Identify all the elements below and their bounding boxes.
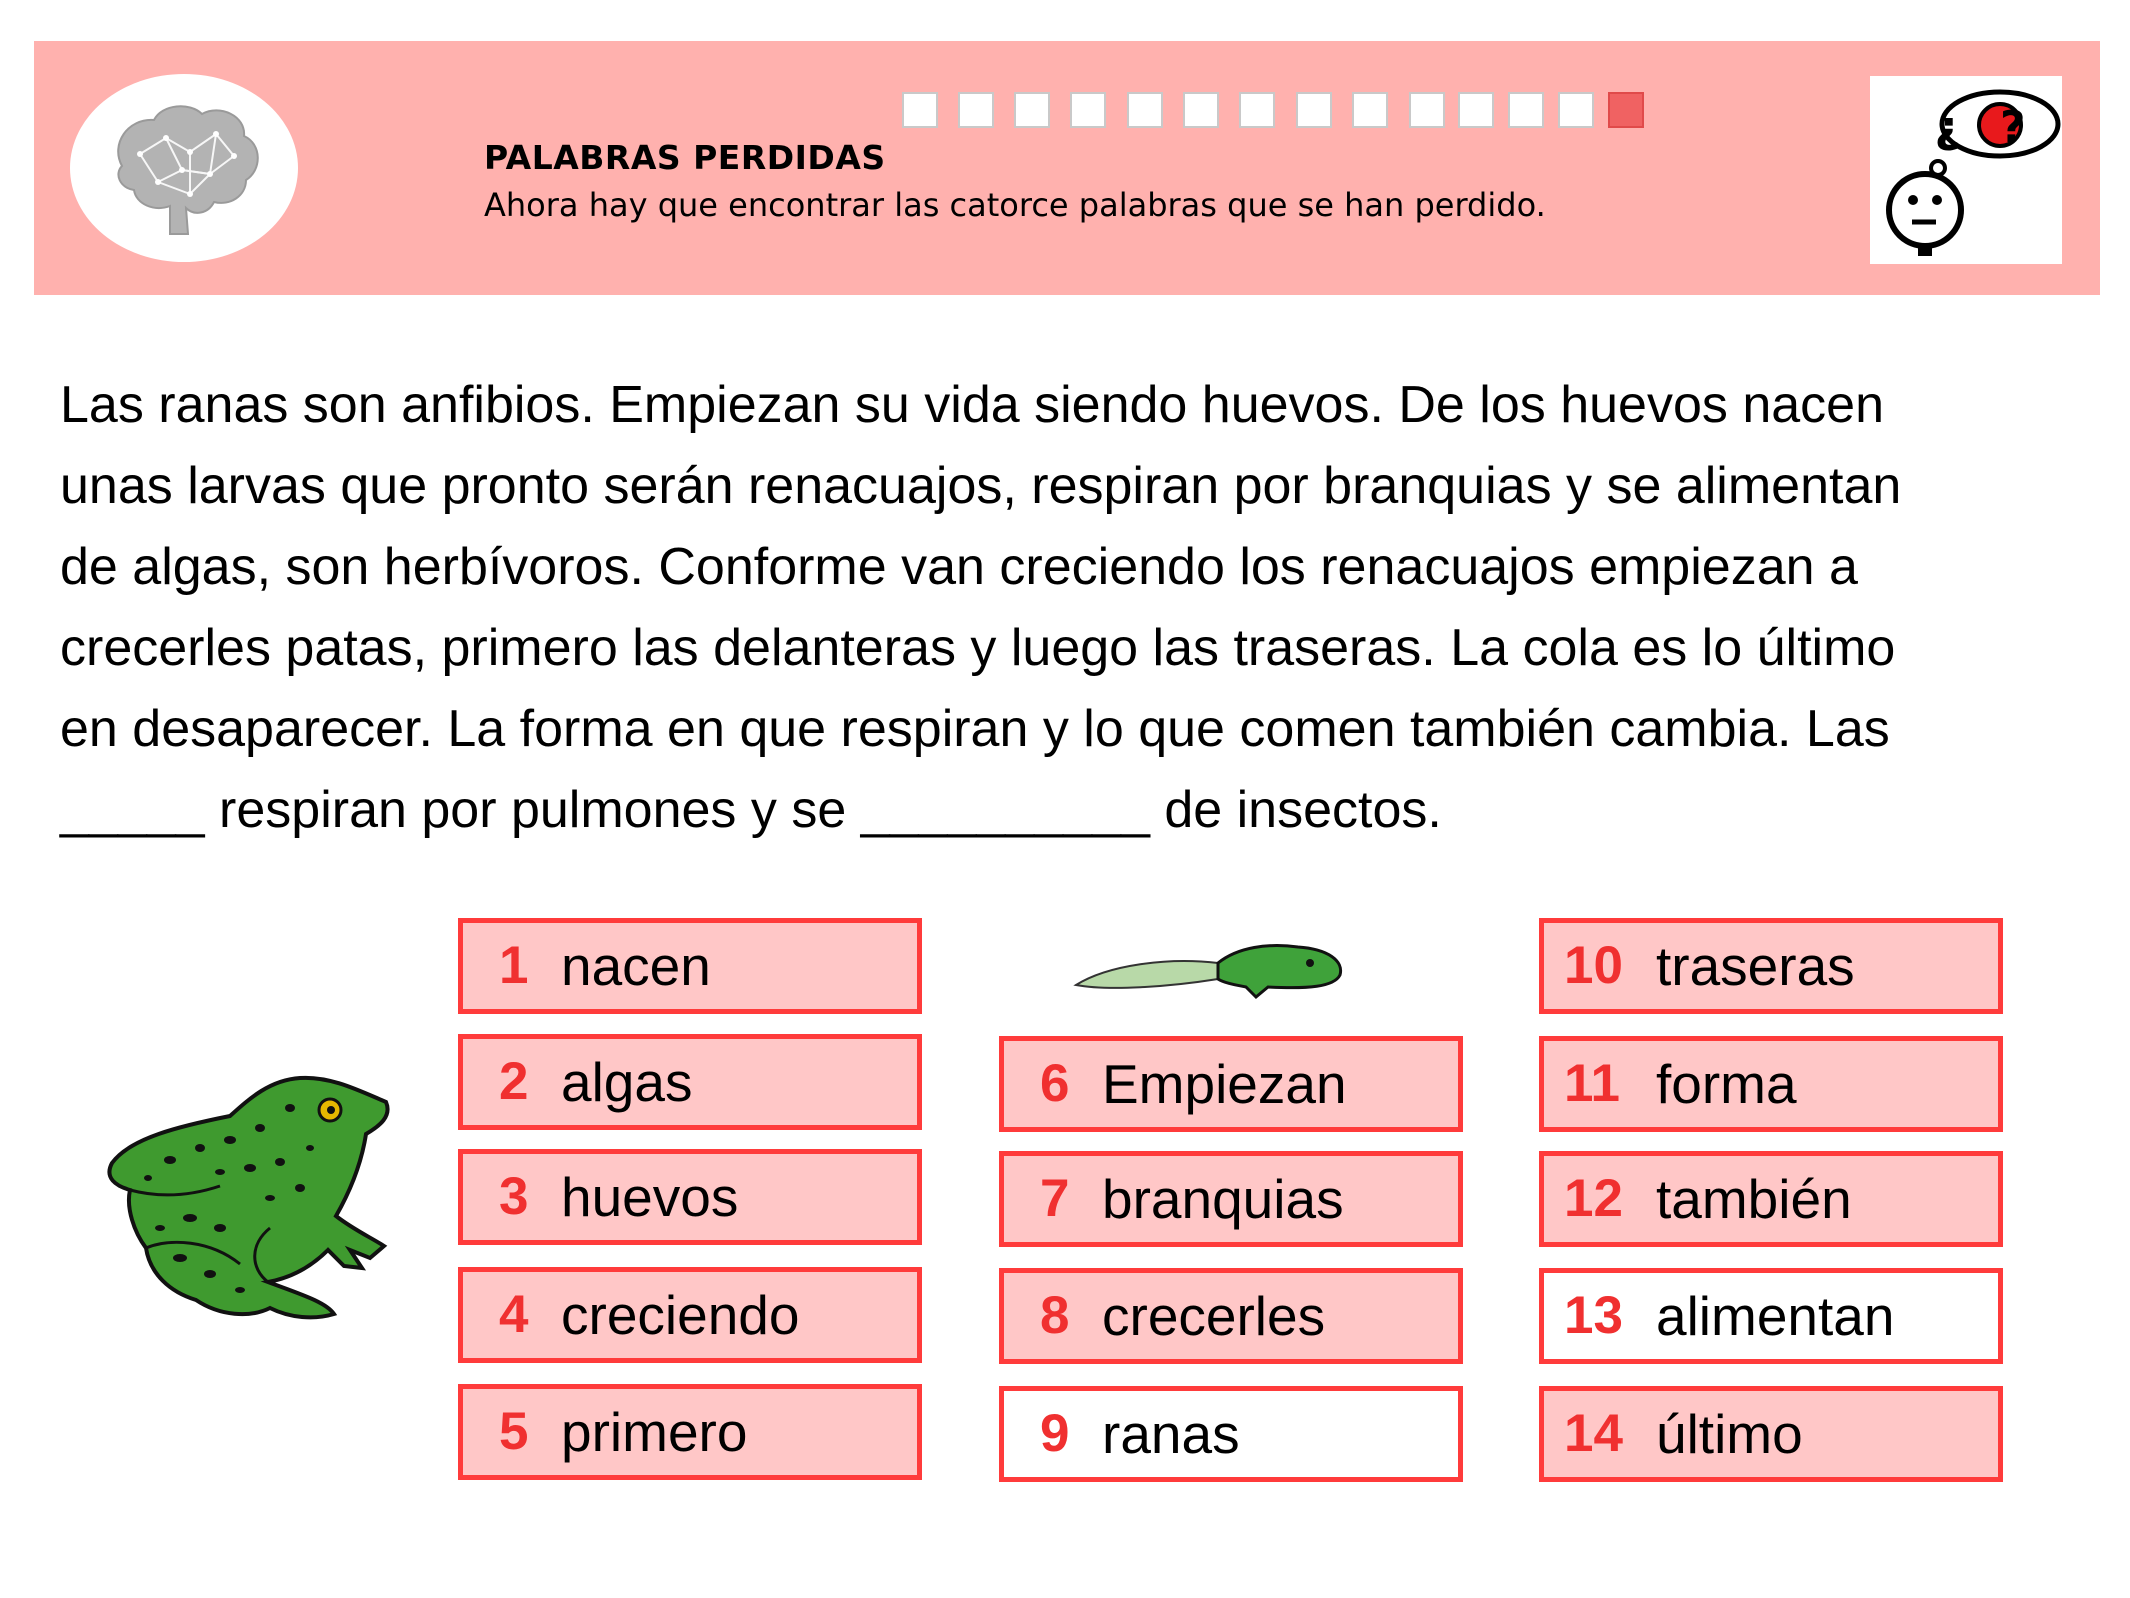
word-label: primero xyxy=(561,1401,748,1463)
progress-step xyxy=(1409,92,1445,128)
word-card[interactable] xyxy=(1539,1151,2003,1247)
word-number: 4 xyxy=(499,1285,529,1344)
activity-header xyxy=(34,41,2100,295)
progress-step xyxy=(1070,92,1106,128)
word-number: 9 xyxy=(1040,1404,1070,1463)
progress-step xyxy=(1352,92,1388,128)
word-card[interactable] xyxy=(458,918,922,1014)
word-card[interactable] xyxy=(1539,1386,2003,1482)
word-number: 5 xyxy=(499,1402,529,1461)
help-button[interactable] xyxy=(1870,76,2062,264)
word-card[interactable] xyxy=(458,1034,922,1130)
word-number: 11 xyxy=(1564,1054,1621,1113)
word-label: Empiezan xyxy=(1102,1053,1347,1115)
activity-instructions: Ahora hay que encontrar las catorce palabras que se han perdido. xyxy=(484,186,1546,224)
progress-step xyxy=(1296,92,1332,128)
word-label: crecerles xyxy=(1102,1285,1326,1347)
word-number: 10 xyxy=(1564,936,1623,995)
passage-line: unas larvas que pronto serán renacuajos, respiran por branquias y se alimentan xyxy=(60,457,1902,515)
passage-line: _____ respiran por pulmones y se __________ de insectos. xyxy=(60,781,1442,839)
word-label: nacen xyxy=(561,935,711,997)
progress-step xyxy=(958,92,994,128)
word-label: creciendo xyxy=(561,1284,800,1346)
word-card[interactable] xyxy=(999,1268,1463,1364)
word-number: 13 xyxy=(1564,1286,1623,1345)
word-card[interactable] xyxy=(458,1384,922,1480)
word-number: 6 xyxy=(1040,1054,1070,1113)
word-card[interactable] xyxy=(458,1267,922,1363)
word-number: 2 xyxy=(499,1052,529,1111)
progress-step xyxy=(1127,92,1163,128)
progress-step xyxy=(1183,92,1219,128)
word-number: 14 xyxy=(1564,1404,1623,1463)
word-label: último xyxy=(1656,1403,1803,1465)
passage-line: Las ranas son anfibios. Empiezan su vida siendo huevos. De los huevos nacen xyxy=(60,376,1885,434)
word-number: 3 xyxy=(499,1167,529,1226)
word-number: 1 xyxy=(499,936,529,995)
reading-passage xyxy=(60,365,2100,851)
word-card[interactable] xyxy=(458,1149,922,1245)
passage-line: de algas, son herbívoros. Conforme van creciendo los renacuajos empiezan a xyxy=(60,538,1858,596)
progress-step xyxy=(1014,92,1050,128)
word-number: 12 xyxy=(1564,1169,1623,1228)
brain-badge xyxy=(70,74,298,262)
activity-title: PALABRAS PERDIDAS xyxy=(484,138,886,177)
word-label: también xyxy=(1656,1168,1852,1230)
progress-step xyxy=(1508,92,1544,128)
word-label: alimentan xyxy=(1656,1285,1895,1347)
question-marks: ¿? xyxy=(1934,102,2062,153)
word-label: forma xyxy=(1656,1053,1797,1115)
word-label: ranas xyxy=(1102,1403,1240,1465)
tadpole-illustration xyxy=(1068,935,1348,1010)
word-label: algas xyxy=(561,1051,693,1113)
passage-line: en desaparecer. La forma en que respiran y lo que comen también cambia. Las xyxy=(60,700,1890,758)
progress-step-current xyxy=(1608,92,1644,128)
word-card[interactable] xyxy=(999,1036,1463,1132)
progress-step xyxy=(1558,92,1594,128)
word-label: huevos xyxy=(561,1166,739,1228)
word-card[interactable] xyxy=(1539,1268,2003,1364)
word-number: 8 xyxy=(1040,1286,1070,1345)
progress-step xyxy=(1239,92,1275,128)
word-label: traseras xyxy=(1656,935,1855,997)
brain-icon xyxy=(70,74,298,262)
passage-line: crecerles patas, primero las delanteras y luego las traseras. La cola es lo último xyxy=(60,619,1896,677)
word-card[interactable] xyxy=(1539,1036,2003,1132)
frog-illustration xyxy=(100,1068,400,1343)
word-card[interactable] xyxy=(999,1386,1463,1482)
word-card[interactable] xyxy=(1539,918,2003,1014)
word-card[interactable] xyxy=(999,1151,1463,1247)
word-number: 7 xyxy=(1040,1169,1070,1228)
word-label: branquias xyxy=(1102,1168,1344,1230)
progress-step xyxy=(902,92,938,128)
thinking-face-icon xyxy=(1870,76,2062,264)
progress-step xyxy=(1458,92,1494,128)
